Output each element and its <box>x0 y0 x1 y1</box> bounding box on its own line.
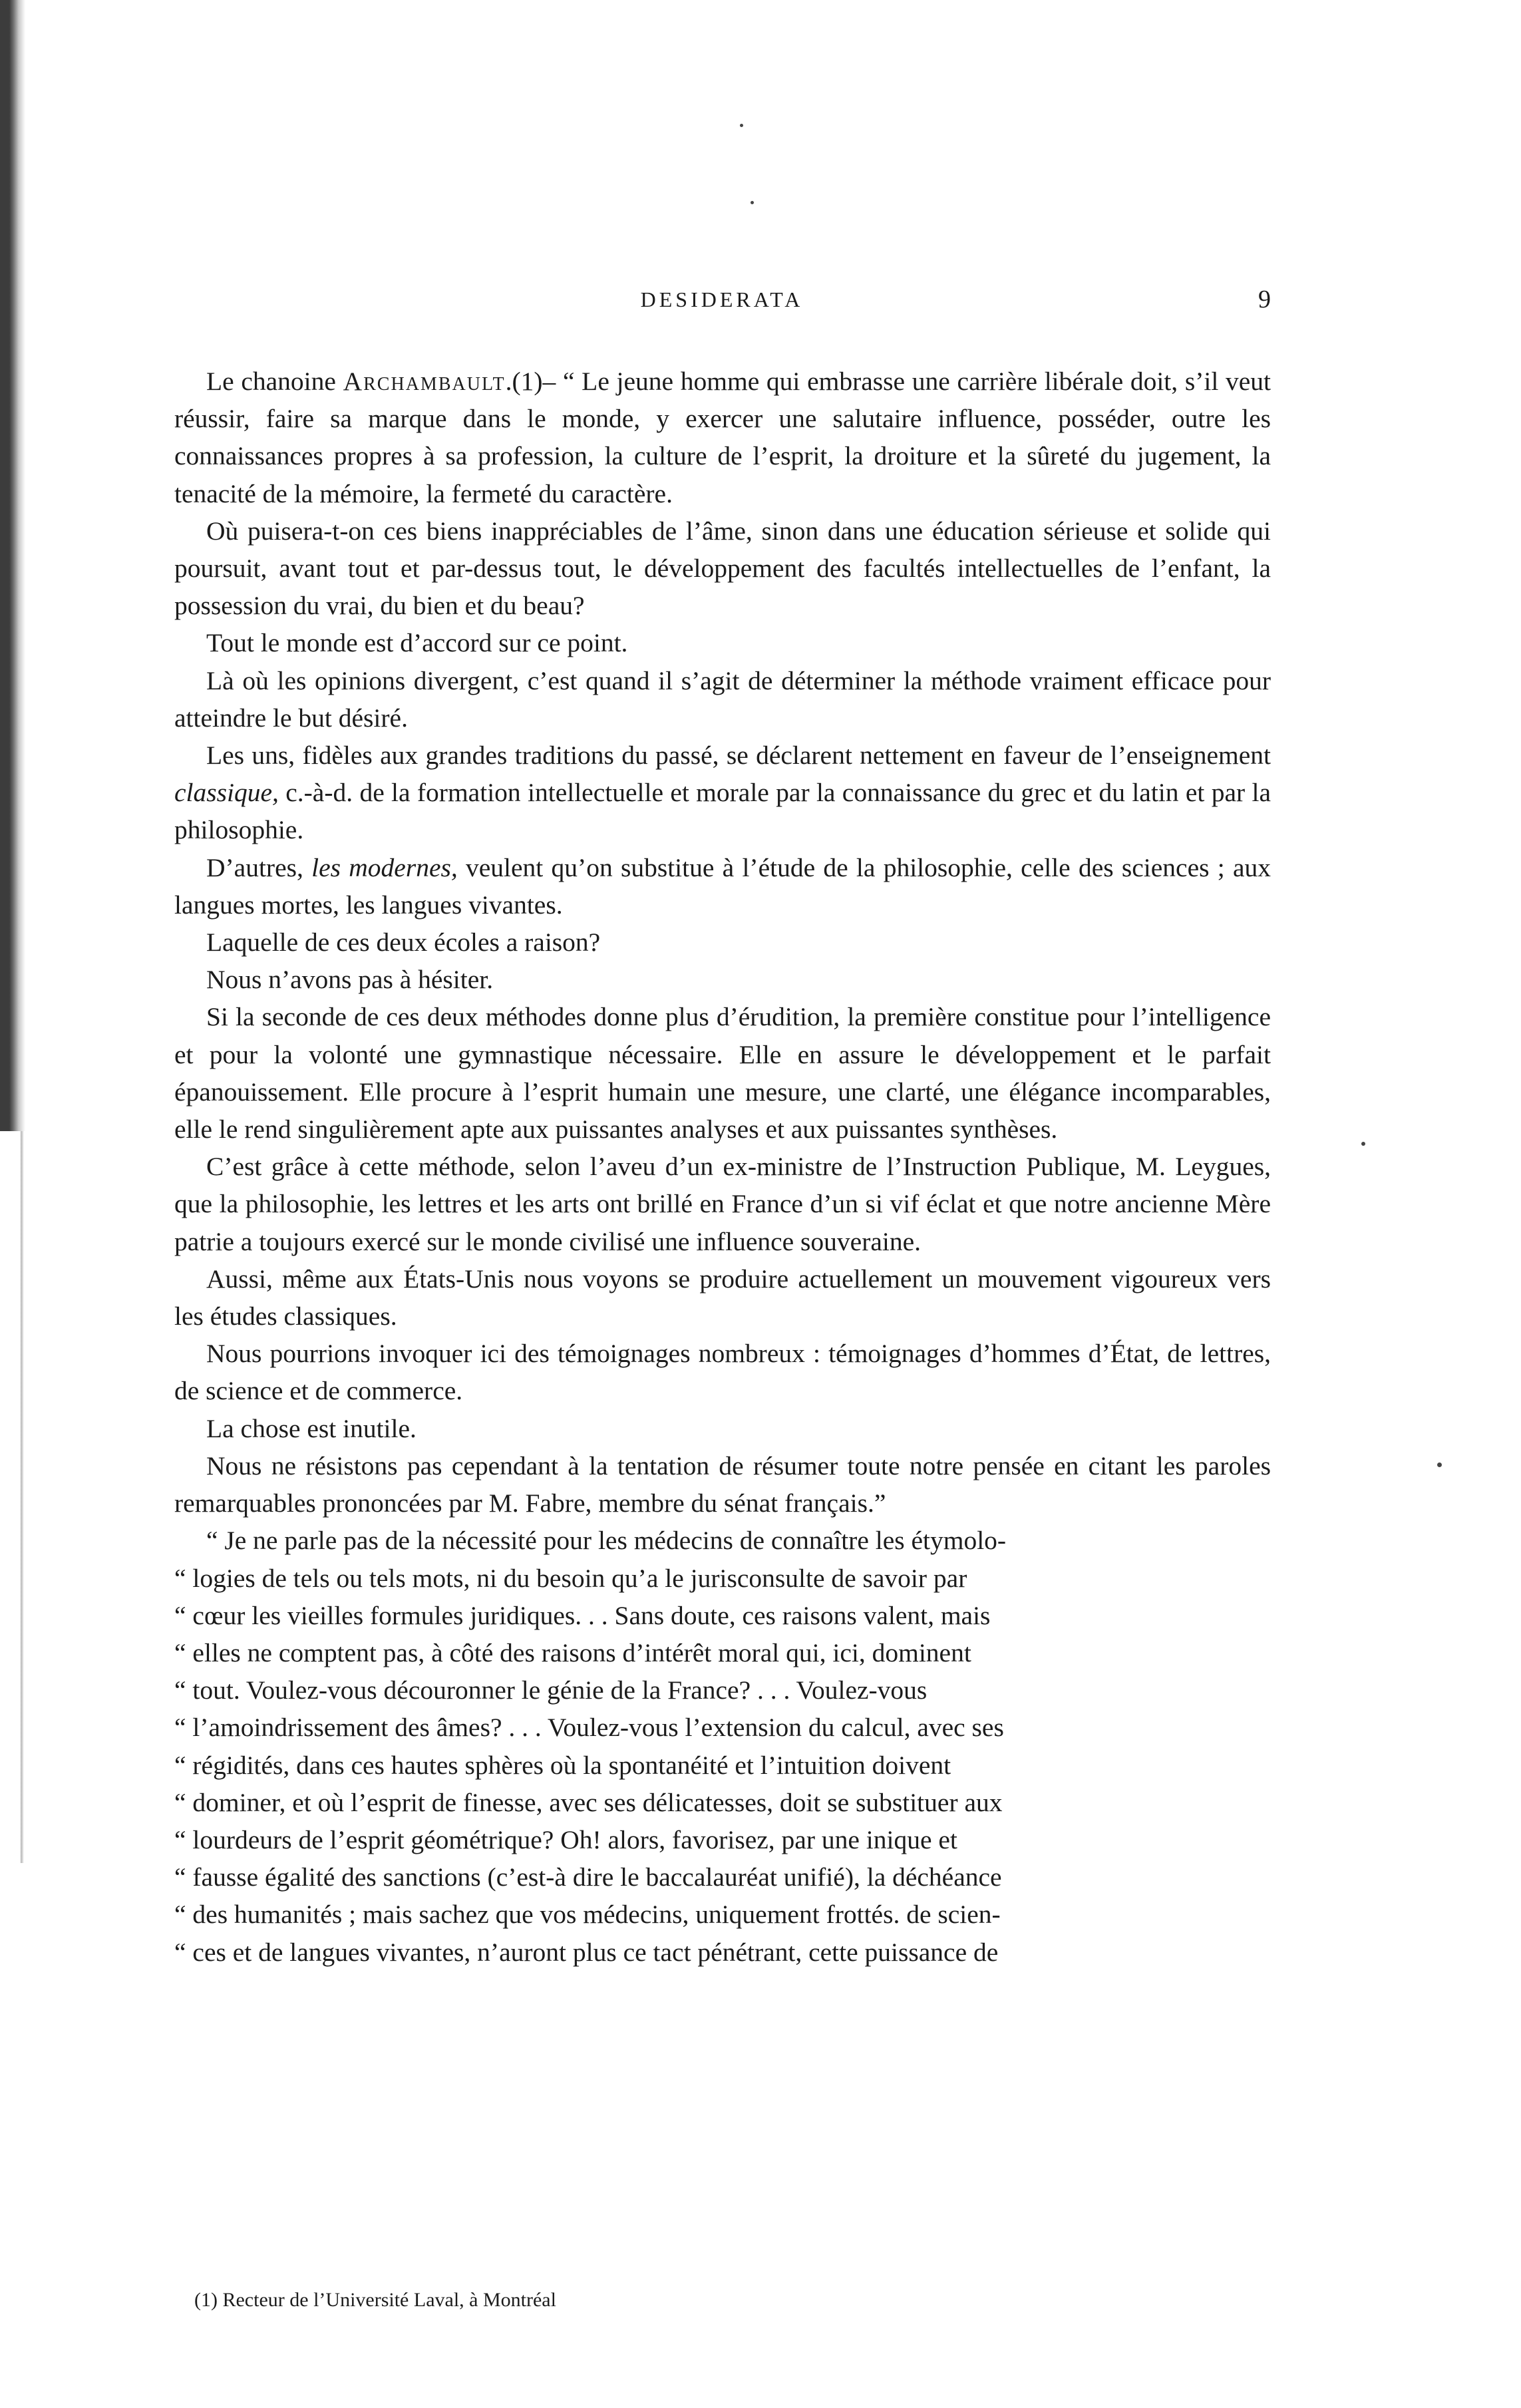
quote-line: “ l’amoindrissement des âmes? . . . Voulez-vous l’extension du calcul, avec ses <box>174 1713 1004 1743</box>
paragraph: C’est grâce à cette méthode, selon l’aveu d’un ex-ministre de l’Instruction Publique, M. Leygues, que la philosophie, les lettres et les arts ont brillé en France d’un si vif éclat et que notre ancienne Mère patrie a toujours exercé sur le monde civilisé une influence souveraine. <box>174 1152 1271 1256</box>
paragraph-text: Le chanoine <box>206 367 343 396</box>
ink-speck <box>751 201 754 204</box>
quote-line: “ cœur les vieilles formules juridiques. . . Sans doute, ces raisons valent, mais <box>174 1600 991 1630</box>
quote-line: “ ces et de langues vivantes, n’auront plus ce tact pénétrant, cette puissance de <box>174 1937 999 1967</box>
page-header <box>173 287 1271 327</box>
paragraph-text: D’autres, <box>206 852 312 882</box>
emphasis: les modernes, <box>311 852 458 882</box>
paragraph: Là où les opinions divergent, c’est quand il s’agit de déterminer la méthode vraiment efficace pour atteindre le but désiré. <box>174 665 1271 733</box>
paragraph <box>174 737 1271 849</box>
paragraph: Nous ne résistons pas cependant à la tentation de résumer toute notre pensée en citant les paroles remarquables prononcées par M. Fabre, membre du sénat français.” <box>174 1451 1271 1518</box>
ink-speck <box>1361 1142 1365 1146</box>
paragraph: Où puisera-t-on ces biens inappréciables de l’âme, sinon dans une éducation sérieuse et solide qui poursuit, avant tout et par-dessus tout, le développement des facultés intellectuelles de l’enfant, la possession du vrai, du bien et du beau? <box>174 516 1271 621</box>
quote-line: “ logies de tels ou tels mots, ni du besoin qu’a le jurisconsulte de savoir par <box>174 1563 967 1593</box>
quote-line: “ elles ne comptent pas, à côté des raisons d’intérêt moral qui, ici, dominent <box>174 1637 971 1667</box>
paragraph-text: c.-à-d. de la formation intellectuelle et morale par la connaissance du grec et du latin et par la philosophie. <box>174 778 1271 845</box>
author-name: Archambault <box>343 367 506 396</box>
paragraph-text: Les uns, fidèles aux grandes traditions du passé, se déclarent nettement en faveur de l’enseignement <box>206 741 1271 771</box>
quote-line: “ dominer, et où l’esprit de finesse, avec ses délicatesses, doit se substituer aux <box>174 1787 1003 1817</box>
paragraph: Nous pourrions invoquer ici des témoignages nombreux : témoignages d’hommes d’État, de lettres, de science et de commerce. <box>174 1339 1271 1406</box>
paragraph: Laquelle de ces deux écoles a raison? <box>206 928 601 957</box>
quote-line: “ tout. Voulez-vous découronner le génie de la France? . . . Voulez-vous <box>174 1675 928 1705</box>
paragraph: Aussi, même aux États-Unis nous voyons se produire actuellement un mouvement vigoureux vers les études classiques. <box>174 1264 1271 1331</box>
paragraph <box>174 363 1271 512</box>
binding-edge-shadow <box>0 0 25 1131</box>
running-title: DESIDERATA <box>640 287 804 311</box>
paragraph-text: “ Le jeune homme qui embrasse une carrière libérale doit, s’il veut réussir, faire sa marque dans le monde, y exercer une salutaire influence, posséder, outre les connaissances propres à sa profession, la culture de l’esprit, la droiture et la sûreté du jugement, la tenacité de la mémoire, la fermeté du caractère. <box>174 367 1271 508</box>
quote-line: “ fausse égalité des sanctions (c’est-à dire le baccalauréat unifié), la déchéance <box>174 1862 1002 1892</box>
page-number: 9 <box>1258 285 1271 313</box>
paragraph <box>174 849 1271 924</box>
paragraph: La chose est inutile. <box>206 1413 417 1443</box>
paragraph: Tout le monde est d’accord sur ce point. <box>206 628 628 658</box>
binding-edge-line <box>0 1131 25 1863</box>
emphasis: classique, <box>174 778 279 808</box>
footnote: (1) Recteur de l’Université Laval, à Montréal <box>194 2289 556 2311</box>
page-body <box>174 363 1271 1971</box>
quote-line: “ des humanités ; mais sachez que vos médecins, uniquement frottés. de scien- <box>174 1900 1001 1930</box>
quote-line: “ régidités, dans ces hautes sphères où la spontanéité et l’intuition doivent <box>174 1750 951 1780</box>
paragraph-text: veulent qu’on substitue à l’étude de la philosophie, celle des sciences ; aux langues mortes, les langues vivantes. <box>174 852 1271 920</box>
quotation <box>174 1522 1271 1970</box>
footnote-ref: .(1)– <box>505 367 563 396</box>
ink-speck <box>1437 1462 1442 1467</box>
quote-line: “ lourdeurs de l’esprit géométrique? Oh! alors, favorisez, par une inique et <box>174 1824 957 1854</box>
quote-line: “ Je ne parle pas de la nécessité pour les médecins de connaître les étymolo- <box>206 1526 1007 1556</box>
ink-speck <box>740 124 743 127</box>
paragraph: Si la seconde de ces deux méthodes donne plus d’érudition, la première constitue pour l’intelligence et pour la volonté une gymnastique nécessaire. Elle en assure le développement et le parfait épanouissement. Elle procure à l’esprit humain une mesure, une clarté, une élégance incomparables, elle le rend singulièrement apte aux puissantes analyses et aux puissantes synthèses. <box>174 1002 1271 1144</box>
paragraph: Nous n’avons pas à hésiter. <box>206 965 494 995</box>
